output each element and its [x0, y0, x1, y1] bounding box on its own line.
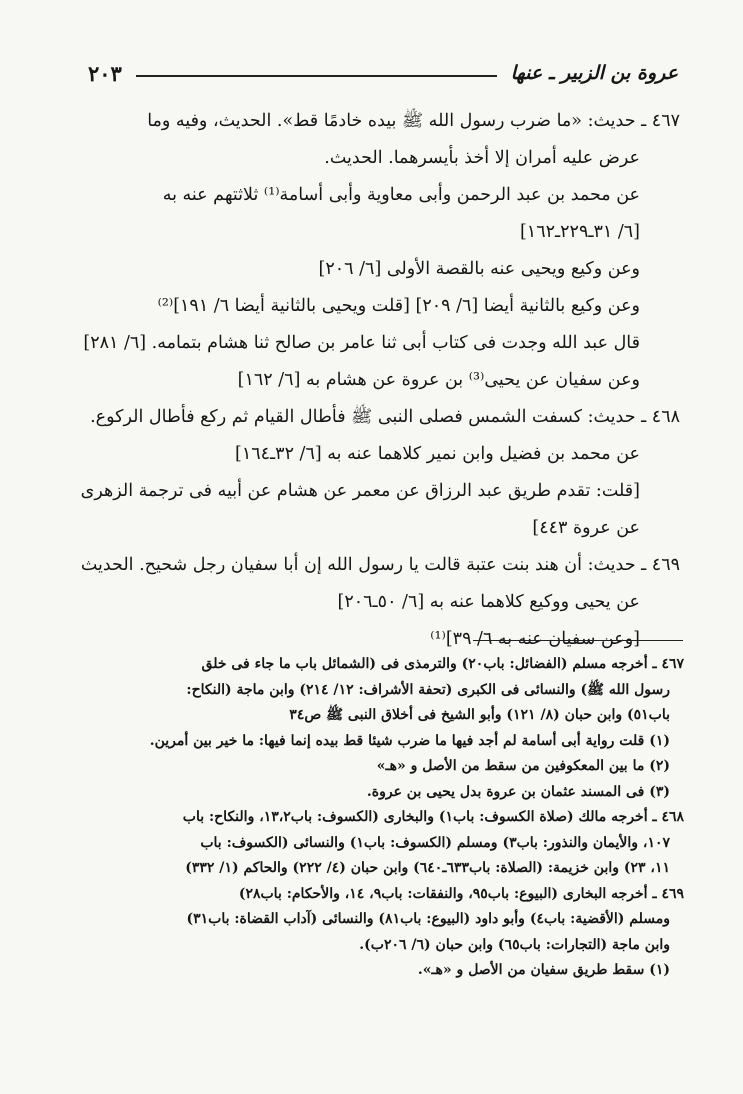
text-line: [٦/ ٣١ـ٢٢٩ـ١٦٢] [519, 222, 640, 242]
footnote-separator [473, 640, 683, 641]
text-line: [وعن سفيان عنه به ٦/ ٣٩]⁽¹⁾ [430, 629, 640, 649]
header-rule [136, 75, 497, 77]
text-line: عن عروة ٤٤٣] [532, 518, 640, 538]
footnote-line: (١) سقط طريق سفيان من الأصل و «هـ». [417, 962, 670, 978]
footnotes [68, 652, 684, 984]
text-line: وعن سفيان عن يحيى⁽³⁾ بن عروة عن هشام به [٦/ ١٦٢] [237, 370, 640, 390]
running-title: عروة بن الزبير ـ عنها [510, 62, 678, 84]
hadith-468-heading: ٤٦٨ ـ حديث: كسفت الشمس فصلى النبى ﷺ فأطال القيام ثم ركع فأطال الركوع. [90, 407, 680, 427]
footnote-line: (٢) ما بين المعكوفين من سقط من الأصل و «هـ» [376, 758, 670, 774]
footnote-line: باب٥١) وابن حبان (٨/ ١٢١) وأبو الشيخ فى أخلاق النبى ﷺ ص٣٤ [289, 707, 670, 723]
text-line: وعن وكيع بالثانية أيضا [٦/ ٢٠٩] [قلت ويحيى بالثانية أيضا ٦/ ١٩١]⁽²⁾ [157, 296, 640, 316]
footnote-line: ٤٦٩ ـ أخرجه البخارى (البيوع: باب٩٥، والنفقات: باب٩، ١٤، والأحكام: باب٢٨) [238, 885, 684, 902]
text-line: [قلت: تقدم طريق عبد الرزاق عن معمر عن هشام عن أبيه فى ترجمة الزهرى [80, 481, 640, 501]
footnote-line: رسول الله ﷺ) والنسائى فى الكبرى (تحفة الأشراف: ١٢/ ٢١٤) وابن ماجة (النكاح: [186, 681, 670, 698]
footnote-line: (١) قلت رواية أبى أسامة لم أجد فيها ما ضرب شيئا قط بيده إنما فيها: ما خير بين أمرين. [149, 732, 670, 749]
page-header [88, 56, 678, 90]
text-line: عن محمد بن فضيل وابن نمير كلاهما عنه به [٦/ ٣٢ـ١٦٤] [235, 444, 640, 464]
text-line: عن يحيى ووكيع كلاهما عنه به [٦/ ٥٠ـ٢٠٦] [337, 592, 640, 612]
text-line: قال عبد الله وجدت فى كتاب أبى ثنا عامر بن صالح ثنا هشام بتمامه. [٦/ ٢٨١] [83, 333, 640, 353]
footnote-line: ٤٦٨ ـ أخرجه مالك (صلاة الكسوف: باب١) والبخارى (الكسوف: باب١٣،٢، والنكاح: باب [182, 809, 684, 825]
footnote-line: ومسلم (الأقضية: باب٤) وأبو داود (البيوع: باب٨١) والنسائى (آداب القضاة: باب٣١) [186, 911, 670, 927]
hadith-469-heading: ٤٦٩ ـ حديث: أن هند بنت عتبة قالت يا رسول الله إن أبا سفيان رجل شحيح. الحديث [80, 555, 680, 575]
hadith-467-heading: ٤٦٧ ـ حديث: «ما ضرب رسول الله ﷺ بيده خادمًا قط». الحديث، وفيه وما [147, 111, 680, 131]
page-number: ٢٠٣ [88, 60, 122, 86]
text-line: عن محمد بن عبد الرحمن وأبى معاوية وأبى أسامة⁽¹⁾ ثلاثتهم عنه به [162, 185, 640, 205]
footnote-line: ١٠٧، والأيمان والنذور: باب٣) ومسلم (الكسوف: باب١) والنسائى (الكسوف: باب [200, 834, 670, 851]
main-text [76, 103, 680, 658]
footnote-line: ٤٦٧ ـ أخرجه مسلم (الفضائل: باب٢٠) والترمذى فى (الشمائل باب ما جاء فى خلق [201, 656, 684, 672]
text-line: عرض عليه أمران إلا أخذ بأيسرهما. الحديث. [324, 148, 640, 168]
footnote-line: (٣) فى المسند عثمان بن عروة بدل يحيى بن عروة. [366, 783, 670, 800]
text-line: وعن وكيع ويحيى عنه بالقصة الأولى [٦/ ٢٠٦] [318, 259, 640, 279]
footnote-line: ١١، ٢٣) وابن خزيمة: (الصلاة: باب٦٣٣ـ٦٤٠) وابن حبان (٤/ ٢٢٢) والحاكم (١/ ٣٣٢) [185, 860, 670, 876]
footnote-line: وابن ماجة (التجارات: باب٦٥) وابن حبان (٦/ ٢٠٦ب). [359, 936, 670, 953]
